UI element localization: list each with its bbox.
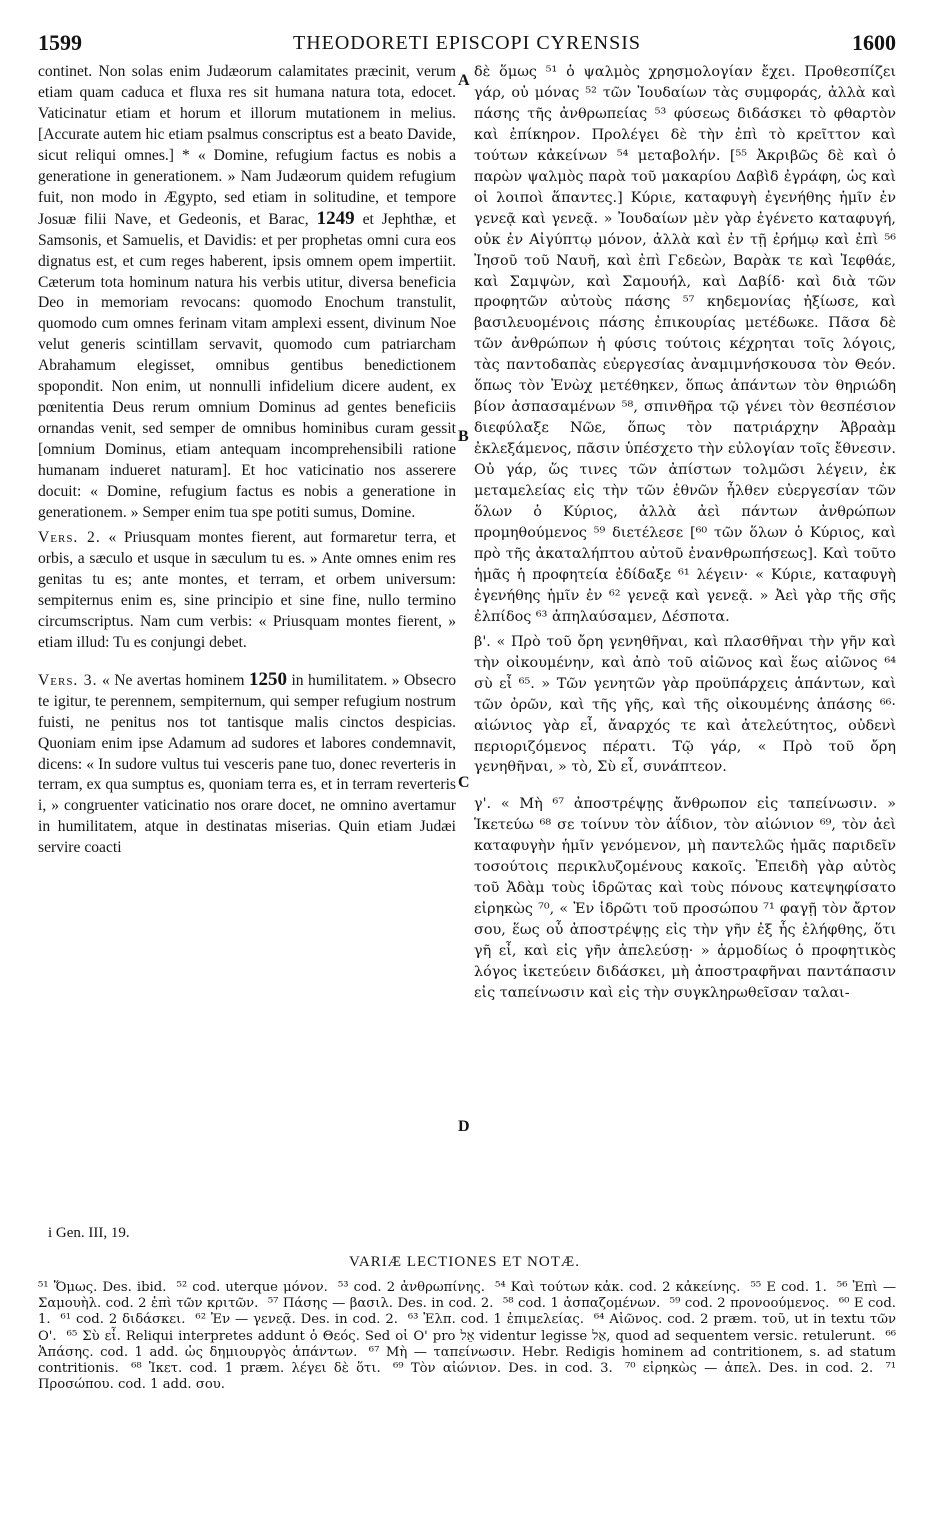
margin-letter-c: C [458, 774, 470, 791]
note-item: ⁶⁰ E cod. 1. [38, 1296, 896, 1328]
note-item: ⁵⁶ Ἐπὶ — Σαμουὴλ. cod. 2 ἐπὶ τῶν κριτῶν. [38, 1280, 896, 1312]
greek-verse-3: γ'. « Μὴ ⁶⁷ ἀποστρέψῃς ἄνθρωπον εἰς ταπείνωσιν. » Ἱκετεύω ⁶⁸ σε τοίνυν τὸν ἀΐδιον, τὸν αἰώνιον ⁶⁹, τὸν ἀεὶ καταφυγὴν ἡμῖν γενόμενον, μὴ παντελῶς ἡμᾶς παριδεῖν τοσούτοις περικλυζομένους κακοῖς. Ἐπειδὴ γὰρ αὐτὸς τοῦ Ἀδὰμ τοὺς ἱδρῶτας καὶ τοὺς πόνους κατεψηφίσατο εἰρηκὼς ⁷⁰, « Ἐν ἱδρῶτι τοῦ προσώπου ⁷¹ φαγῇ τὸν ἄρτον σου, ἕως οὗ ἀποστρέψῃς εἰς τὴν γῆν ἐξ ἧς ἐλήφθης, ὅτι γῆ εἶ, καὶ εἰς γῆν ἀπελεύσῃ· » ἁρμοδίως ὁ προφητικὸς λόγος ἱκετεύειν διδάσκει, μὴ ἀποστραφῆναι παντάπασιν εἰς ταπείνωσιν καὶ εἰς τὴν συγκληρωθεῖσαν ταλαι- [474, 796, 896, 1001]
greek-verse-2: β'. « Πρὸ τοῦ ὄρη γενηθῆναι, καὶ πλασθῆναι τὴν γῆν καὶ τὴν οἰκουμένην, καὶ ἀπὸ τοῦ αἰῶνος καὶ ἕως αἰῶνος ⁶⁴ σὺ εἶ ⁶⁵. » Τῶν γενητῶν γὰρ προϋπάρχεις ἁπάντων, καὶ τῶν ὀρῶν, καὶ τῆς γῆς, καὶ τῆς οἰκουμένης ἁπάσης ⁶⁶· αἰώνιος γὰρ εἶ, ἄναρχός τε καὶ ἀτελεύτητος, οὐδενὶ περιοριζόμενος πέρατι. Τῷ γάρ, « Πρὸ τοῦ ὄρη γενηθῆναι, » τὸ, Σὺ εἶ, συνάπτεον. [474, 633, 896, 776]
note-item: ⁵³ cod. 2 ἀνθρωπίνης. [337, 1280, 485, 1295]
running-title: THEODORETI EPISCOPI CYRENSIS [292, 32, 642, 54]
note-item: ⁶² Ἐν — γενεᾷ. Des. in cod. 2. [195, 1312, 398, 1328]
note-item: ⁶³ Ἐλπ. cod. 1 ἐπιμελείας. [407, 1312, 584, 1328]
note-item: ⁵⁸ cod. 1 ἀσπαζομένων. [502, 1296, 661, 1312]
note-item: ⁶⁹ Τὸν αἰώνιον. Des. in cod. 3. [392, 1361, 613, 1377]
margin-letter-d: D [458, 1118, 470, 1135]
note-item: ⁶⁷ Μὴ — ταπείνωσιν. Hebr. Redigis hominem ad contritionem, s. ad statum contritionis. [38, 1344, 896, 1377]
latin-verse-3 [38, 670, 456, 860]
note-item: ⁷¹ Προσώπου. cod. 1 add. σου. [38, 1361, 896, 1393]
note-item: ⁵⁴ Καὶ τούτων κἀκ. cod. 2 κἀκείνης. [495, 1280, 741, 1295]
note-item: ⁶¹ cod. 2 διδάσκει. [60, 1312, 186, 1328]
latin-text: continet. Non solas enim Judæorum calamitates præcinit, verum etiam quam caduca et fluxa res sit humana natura tota, edocet. Vaticinatur etiam et horum et illorum mutationem in melius. [Accurate autem hic etiam psalmus conscriptus est a beato Davide, sicut reliqui omnes.] * « Domine, refugium factus es nobis a generatione in generationem. » Nam Judæorum quidem refugium fuit, non modo in Ægypto, sed etiam in solitudine, et tempore Josuæ filii Nave, et Gedeonis, et Barac, [38, 63, 456, 228]
notes-title: VARIÆ LECTIONES ET NOTÆ. [349, 1254, 580, 1270]
note-item: ⁵² cod. uterque μόνον. [176, 1280, 328, 1295]
note-item: ⁵⁵ E cod. 1. [750, 1280, 827, 1295]
column-number: 1250 [248, 668, 287, 690]
column-number: 1249 [316, 207, 355, 229]
note-item: ⁷⁰ εἰρηκὼς — ἀπελ. Des. in cod. 2. [624, 1361, 874, 1377]
latin-paragraph-intro [38, 62, 456, 524]
note-item: ⁶⁵ Σὺ εἶ. Reliqui interpretes addunt ὁ Θεός. Sed οἱ Ο' pro אֵל videntur legisse אַל, quod ad sequentem versic. retulerunt. [66, 1328, 876, 1344]
note-item: ⁵⁹ cod. 2 προνοούμενος. [669, 1296, 830, 1312]
note-item: ⁵⁷ Πάσης — βασιλ. Des. in cod. 2. [267, 1296, 494, 1312]
variant-notes [38, 1280, 896, 1520]
latin-text: in humilitatem. » Obsecro te igitur, te perennem, sempiternum, qui semper refugium nostrum fuisti, ne penitus nos tot tantisque malis cinctos despicias. Quoniam enim ipse Adamum ad sudores et labores condemnavit, dicens: « In sudore vultus tui vesceris pane tuo, donec reverteris in terram, ex qua sumptus es, quoniam terra es, et in terram reverteris i, » congruenter vaticinatio nos orare docet, ne omnino avertamur in humilitatem, atque in destinatas miserias. Quin etiam Judæi servire coacti [38, 671, 456, 857]
left-page-number: 1599 [38, 30, 82, 55]
verse-label: Vers. 2. [38, 528, 101, 546]
latin-column [38, 62, 456, 1210]
page-header [38, 30, 896, 64]
latin-text: « Priusquam montes fierent, aut formaretur terra, et orbis, a sæculo et usque in sæculum tu es. » Ante omnes enim res genitas tu es; ante montes, et terram, et orbem universum: sempiternus enim es, sine principio et sine fine, nullo termino circumscriptus. Nam cum verbis: « Priusquam montes fierent, » etiam illud: Tu es conjungi debet. [38, 528, 456, 651]
latin-text: et Jephthæ, et Samsonis, et Samuelis, et Davidis: et per prophetas omni cura eos dignatus est, et cum reges haberent, ipsis omnem opem impertiit. Cæterum tota hominum natura his verbis utitur, diversa beneficia Deo in memoriam revocans: quomodo Enochum transtulit, quomodo cum omnes ferinam vitam amplexi essent, divinum Noe velut generis scintillam servavit, quomodo cum patriarcham Abrahamum elegisset, omnibus gentibus benedictionem spopondit. Non enim, ut nonnulli infidelium dicere audent, ex pœnitentia Deus rerum omnium Dominus ad gentes beneficiis ornandas venit, sed semper de omnibus hominibus curam gessit [omnium Dominus, etiam antequam incomprehensibili ratione humanam indueret naturam]. Et hoc vaticinatio nos asserere docuit: « Domine, refugium factus es nobis a generatione in generationem. » Semper enim tua spe potiti sumus, Domine. [38, 210, 456, 522]
greek-column [474, 62, 896, 1210]
verse-label: Vers. 3. [38, 671, 98, 689]
margin-letter-a: A [458, 72, 470, 89]
greek-paragraph-intro: δὲ ὅμως ⁵¹ ὁ ψαλμὸς χρησμολογίαν ἔχει. Προθεσπίζει γάρ, οὐ μόνας ⁵² τῶν Ἰουδαίων τὰς συμφοράς, ἀλλὰ καὶ πάσης τῆς ἀνθρωπείας ⁵³ φύσεως διδάσκει τὸ φθαρτὸν καὶ ἐπίκηρον. Προλέγει δὲ τὴν ἐπὶ τὸ κρεῖττον καὶ τούτων κἀκείνων ⁵⁴ μεταβολήν. [⁵⁵ Ἀκριβῶς δὲ καὶ ὁ παρὼν ψαλμὸς παρὰ τοῦ μακαρίου Δαβὶδ ἐγράφη, ὡς καὶ οἱ λοιποὶ ἅπαντες.] Κύριε, καταφυγὴ ἐγενήθης ἡμῖν ἐν γενεᾷ καὶ γενεᾷ. » Ἰουδαίων μὲν γὰρ ἐγένετο καταφυγή, οὐκ ἐν Αἰγύπτῳ μόνον, ἀλλὰ καὶ ἐν τῇ ἐρήμῳ καὶ ἐπὶ ⁵⁶ Ἰησοῦ τοῦ Ναυῆ, καὶ ἐπὶ Γεδεὼν, Βαρὰκ τε καὶ Ἰεφθάε, καὶ Σαμψὼν, καὶ Σαμουήλ, καὶ Δαβίδ· καὶ διὰ τῶν προφητῶν αὐτοὺς πάσης ⁵⁷ κηδεμονίας ἠξίωσε, καὶ βασιλευομένοις πάσης ἐπικουρίας μετέδωκε. Πᾶσα δὲ τῶν ἀνθρώπων ἡ φύσις τούτοις κέχρηται τοῖς λόγοις, τὰς παντοδαπὰς εὐεργεσίας ἀναμιμνήσκουσα τὸν Θεόν. ὅπως τὸν Ἐνὼχ μετέθηκεν, ὅπως ἁπάντων τὸν θηριώδη βίον ἀσπασαμένων ⁵⁸, σπινθῆρα τῷ γένει τὸν θεσπέσιον διεφύλαξε Νῶε, ὅπως τὸν πατριάρχην Ἀβραὰμ ἐκλεξάμενος, πᾶσιν ὑπέσχετο τὴν εὐλογίαν τοῖς ἔθνεσιν. Οὐ γάρ, ὥς τινες τῶν ἀπίστων τολμῶσι λέγειν, ἐκ μεταμελείας εἰς τὴν τῶν ἐθνῶν ἦλθεν εὐεργεσίαν τῶν ὅλων ὁ Κύριος, ἀλλὰ ἀεὶ πάντων ἀνθρώπων προμηθούμενος ⁵⁹ διετέλεσε [⁶⁰ τῶν ὅλων ὁ Κύριος, καὶ πρὸ τῆς ἀκαταλήπτου αὐτοῦ ἐνανθρωπήσεως]. Καὶ τοῦτο ἡμᾶς ἡ προφητεία ἐδίδαξε ⁶¹ λέγειν· « Κύριε, καταφυγὴ ἐγενήθης ἡμῖν ἐν ⁶² γενεᾷ καὶ γενεᾷ. » Ἀεὶ γὰρ τῆς σῆς ἐλπίδος ⁶³ ἀπηλαύσαμεν, Δέσποτα. [474, 64, 896, 625]
scripture-footnote: i Gen. III, 19. [48, 1225, 130, 1241]
latin-text: « Ne avertas hominem [102, 671, 245, 689]
note-item: ⁵¹ Ὅμως. Des. ibid. [38, 1280, 167, 1295]
note-item: ⁶⁴ Αἰῶνος. cod. 2 præm. τοῦ, ut in textu τῶν Ο'. [38, 1312, 896, 1344]
margin-letter-b: B [458, 428, 469, 445]
right-page-number: 1600 [852, 30, 896, 55]
note-item: ⁶⁸ Ἱκετ. cod. 1 præm. λέγει δὲ ὅτι. [131, 1361, 381, 1377]
note-item: ⁶⁶ Ἁπάσης. cod. 1 add. ὡς δημιουργὸς ἁπάντων. [38, 1328, 896, 1360]
latin-verse-2 [38, 528, 456, 654]
